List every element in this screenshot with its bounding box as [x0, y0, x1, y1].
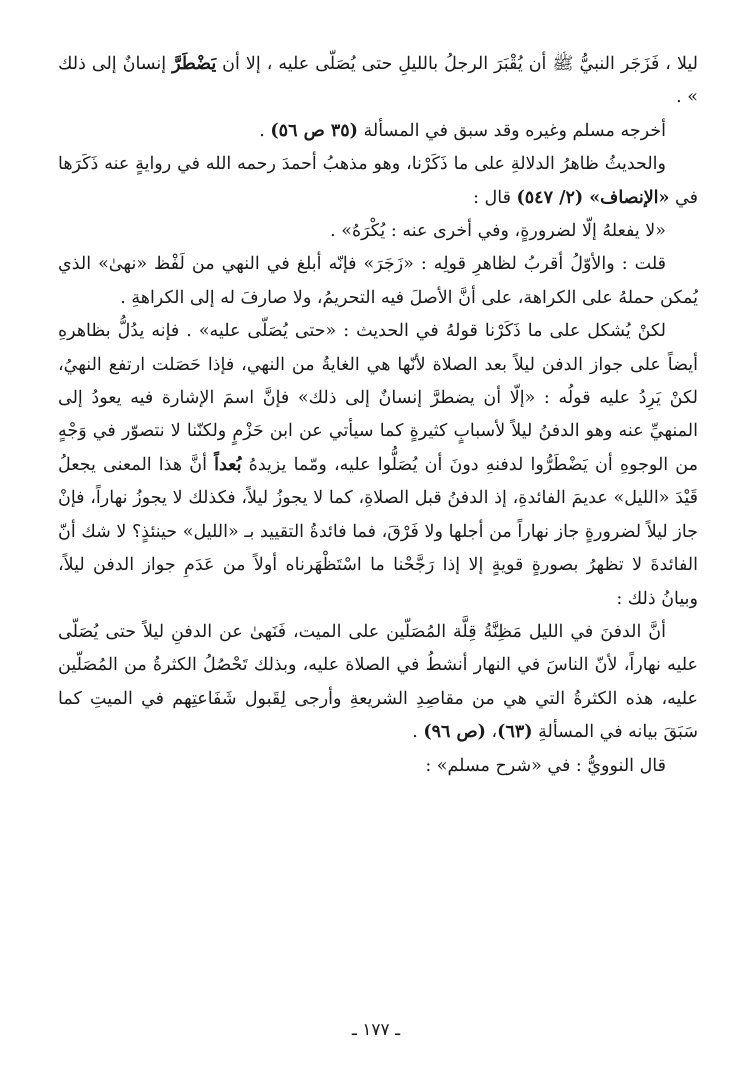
paragraph-p3 — [58, 148, 698, 215]
text-segment: ليلا ، فَزَجَر النبيُّ ﷺ أن يُقْبَرَ الرجلُ بالليلِ حتى يُصَلّى عليه ، إلا أن — [216, 54, 698, 74]
text-segment: أنَّ الدفنَ في الليل مَظِنَّةُ قِلَّة المُصَلّين على الميت، فَنَهىٰ عن الدفنِ ليلاً حتى يُصَلّى عليه نهاراً، لأنّ الناسَ في النهار أنشطُ في الصلاة عليه، وبذلك تَحْصُلُ الكثرةُ من المُصَلّين عليه، هذه الكثرةُ التي هي من مقاصِدِ الشريعةِ وأرجى لِقَبول شَفَاعتِهم في الميتِ كما سَبَقَ بيانه في المسألةِ — [58, 621, 698, 743]
text-segment: قلت : والأوّلُ أقربُ لظاهرِ قولِه : «زَجَرَ» فإنّه أبلغ في النهي من لَفْظ «نهىٰ» الذي يُمكن حملهُ على الكراهة، على أنَّ الأصلَ فيه التحريمُ، ولا صارفَ له إلى الكراهةِ . — [58, 254, 698, 308]
paragraph-p1 — [58, 48, 698, 115]
paragraph-p5 — [58, 248, 698, 315]
text-segment: إنسانٌ إلى ذلك » . — [58, 54, 698, 108]
paragraph-p4 — [58, 215, 698, 248]
paragraph-p2 — [58, 115, 698, 148]
text-segment: . — [259, 120, 271, 141]
bold-text-segment: (٦٣) — [497, 722, 533, 743]
paragraph-p8 — [58, 750, 698, 783]
bold-text-segment: (٣٥ ص ٥٦) — [270, 120, 358, 141]
text-segment: لكنْ يُشكل على ما ذَكَرْنا قولهُ في الحديث : «حتى يُصَلّى عليه» . فإنه يدُلُّ بظاهرهِ أيضاً على جواز الدفن ليلاً بعد الصلاة لأنّها هي الغايةُ من النهي، فإذا حَصَلت ارتفع النهيُ، لكنْ يَرِدُ عليه قولُه : «إلّا أن يضطرَّ إنسانٌ إلى ذلك» فإنَّ اسمَ الإشارة فيه يعودُ إلى المنهيِّ عنه وهو الدفنُ ليلاً لأسبابٍ كثيرةٍ كما سيأتي عن ابن حَزْمٍ ولكنّنا لا نتصوّر في وَجْهٍ من الوجوهِ أن يَضْطَرُّوا لدفنهِ دونَ أن يُصَلُّوا عليه، ومّما يزيدهُ — [58, 321, 698, 475]
text-segment: أنَّ هذا المعنى يجعلُ قَيْدَ «الليل» عديمَ الفائدةِ، إذ الدفنُ قبل الصلاةِ، كما لا يجوزُ ليلاً، فكذلك لا يجوزُ نهاراً، فإنْ جاز ليلاً لضرورةٍ جاز نهاراً من أجلها ولا فَرْقَ، فما فائدةُ التقييد بـ «الليل» حينئذٍ؟ لا شك أنّ الفائدةَ لا تظهرُ بصورةٍ قويةٍ إلا إذا رَجَّحْنا ما اسْتَظْهَرناه أولاً من عَدَمِ جواز الدفن ليلاً، وبيانُ ذلك : — [58, 454, 698, 609]
paragraph-p6 — [58, 315, 698, 616]
paragraph-p7 — [58, 616, 698, 750]
text-segment: قال : — [473, 187, 517, 208]
bold-text-segment: يَضْطَرَّ — [172, 54, 217, 74]
bold-text-segment: «الإنصاف» (٢/ ٥٤٧) — [516, 187, 670, 208]
bold-text-segment: بُعداً — [214, 454, 242, 475]
text-segment: . — [412, 722, 424, 743]
text-segment: والحديثُ ظاهرُ الدلالةِ على ما ذَكَرْنا، وهو مذهبُ أحمدَ رحمه الله في روايةٍ عنه ذَكَرَها في — [58, 154, 698, 208]
text-segment: ، — [485, 722, 498, 743]
text-segment: قال النوويُّ : في «شرح مسلم» : — [425, 755, 666, 776]
bold-text-segment: (ص ٩٦) — [423, 722, 486, 743]
page-number: ـ ١٧٧ ـ — [351, 1020, 401, 1040]
text-segment: أخرجه مسلم وغيره وقد سبق في المسألة — [357, 120, 666, 141]
page-body — [58, 48, 698, 783]
text-segment: «لا يفعلهُ إلّا لضرورةٍ، وفي أخرى عنه : يُكْرَهُ» . — [330, 221, 666, 242]
